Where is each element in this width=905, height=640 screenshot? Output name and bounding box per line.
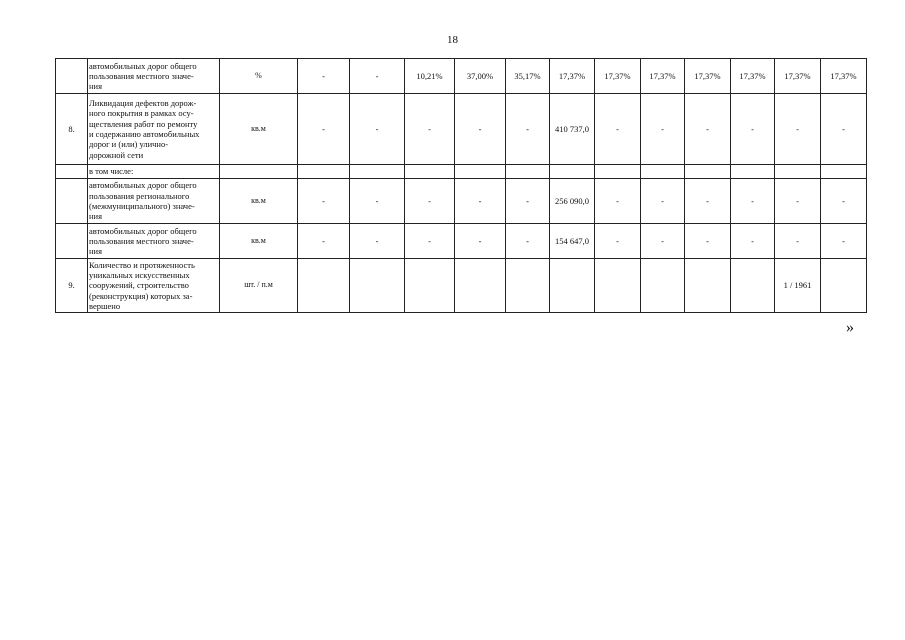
row-number-cell	[56, 224, 88, 259]
table-row	[56, 224, 867, 259]
value-cell: -	[641, 94, 685, 165]
value-cell: -	[821, 179, 867, 224]
value-cell	[298, 259, 350, 313]
value-cell: -	[641, 224, 685, 259]
value-cell	[506, 259, 550, 313]
value-cell	[641, 259, 685, 313]
value-cell	[405, 165, 455, 179]
unit-cell: кв.м	[220, 224, 298, 259]
description-line: пользования местного значе-	[89, 70, 194, 81]
value-cell: -	[350, 94, 405, 165]
value-cell: -	[298, 59, 350, 94]
value-cell: -	[298, 94, 350, 165]
closing-quote-mark: »	[846, 319, 854, 336]
indicator-description-cell	[88, 224, 220, 259]
description-line: автомобильных дорог общего	[89, 225, 197, 236]
description-line: дорожной сети	[89, 149, 144, 160]
value-cell: 256 090,0	[550, 179, 595, 224]
description-line: ного покрытия в рамках осу-	[89, 108, 194, 119]
value-cell: -	[595, 94, 641, 165]
value-cell: 37,00%	[455, 59, 506, 94]
indicators-table	[55, 58, 867, 313]
value-cell	[405, 259, 455, 313]
description-line: (межмуниципального) значе-	[89, 201, 195, 211]
value-cell	[641, 165, 685, 179]
description-line: дорог и (или) улично-	[89, 139, 169, 150]
value-cell: -	[506, 94, 550, 165]
value-cell: -	[405, 224, 455, 259]
value-cell: 17,37%	[731, 59, 775, 94]
value-cell	[685, 165, 731, 179]
value-cell: 410 737,0	[550, 94, 595, 165]
unit-cell: кв.м	[220, 94, 298, 165]
unit-cell: %	[220, 59, 298, 94]
value-cell	[550, 165, 595, 179]
table-row	[56, 179, 867, 224]
value-cell	[821, 259, 867, 313]
value-cell: -	[506, 179, 550, 224]
description-line: ществления работ по ремонту	[89, 118, 198, 129]
indicator-description-cell	[88, 165, 220, 179]
value-cell: -	[641, 179, 685, 224]
value-cell: -	[455, 179, 506, 224]
description-line: автомобильных дорог общего	[89, 180, 197, 191]
value-cell	[595, 165, 641, 179]
description-line: пользования местного значе-	[89, 235, 194, 246]
value-cell	[775, 165, 821, 179]
value-cell: -	[455, 224, 506, 259]
description-line: ния	[89, 211, 103, 222]
value-cell	[350, 165, 405, 179]
table-row	[56, 259, 867, 313]
page-number: 18	[447, 34, 458, 46]
value-cell	[731, 259, 775, 313]
value-cell	[506, 165, 550, 179]
value-cell	[685, 259, 731, 313]
value-cell: -	[405, 179, 455, 224]
value-cell	[455, 165, 506, 179]
row-number-cell	[56, 179, 88, 224]
value-cell	[731, 165, 775, 179]
description-line: (реконструкция) которых за-	[89, 290, 193, 301]
value-cell: -	[775, 94, 821, 165]
indicator-description-cell	[88, 94, 220, 165]
value-cell: -	[821, 94, 867, 165]
value-cell: 154 647,0	[550, 224, 595, 259]
description-line: Ликвидация дефектов дорож-	[89, 98, 197, 109]
value-cell: 17,37%	[685, 59, 731, 94]
value-cell: -	[731, 224, 775, 259]
unit-cell: кв.м	[220, 179, 298, 224]
value-cell: -	[685, 179, 731, 224]
description-line: пользования регионального	[89, 190, 190, 201]
row-number-cell	[56, 59, 88, 94]
unit-cell	[220, 165, 298, 179]
value-cell: -	[405, 94, 455, 165]
value-cell: -	[506, 224, 550, 259]
value-cell: -	[350, 59, 405, 94]
unit-cell: шт. / п.м	[220, 259, 298, 313]
value-cell: -	[595, 179, 641, 224]
table-row	[56, 165, 867, 179]
value-cell: -	[731, 179, 775, 224]
description-line: в том числе:	[89, 166, 134, 177]
value-cell: -	[350, 179, 405, 224]
value-cell	[550, 259, 595, 313]
value-cell: 17,37%	[775, 59, 821, 94]
value-cell	[455, 259, 506, 313]
table-row	[56, 94, 867, 165]
row-number-cell	[56, 165, 88, 179]
value-cell: 17,37%	[550, 59, 595, 94]
value-cell	[821, 165, 867, 179]
value-cell	[595, 259, 641, 313]
value-cell: -	[298, 179, 350, 224]
value-cell: 17,37%	[641, 59, 685, 94]
value-cell	[350, 259, 405, 313]
value-cell: -	[595, 224, 641, 259]
description-line: вершено	[89, 300, 121, 311]
value-cell: -	[685, 224, 731, 259]
row-number-cell: 9.	[56, 259, 88, 313]
value-cell: -	[685, 94, 731, 165]
description-line: уникальных искусственных	[89, 270, 190, 281]
value-cell: -	[731, 94, 775, 165]
table-row	[56, 59, 867, 94]
description-line: сооружений, строительство	[89, 280, 189, 291]
description-line: автомобильных дорог общего	[89, 60, 197, 71]
value-cell: -	[455, 94, 506, 165]
value-cell: 35,17%	[506, 59, 550, 94]
indicator-description-cell	[88, 179, 220, 224]
description-line: Количество и протяженность	[89, 259, 195, 270]
value-cell: -	[298, 224, 350, 259]
description-line: и содержанию автомобильных	[89, 129, 200, 139]
value-cell: -	[821, 224, 867, 259]
indicator-description-cell	[88, 59, 220, 94]
value-cell: -	[350, 224, 405, 259]
value-cell: 17,37%	[595, 59, 641, 94]
row-number-cell: 8.	[56, 94, 88, 165]
value-cell: 10,21%	[405, 59, 455, 94]
value-cell: 17,37%	[821, 59, 867, 94]
value-cell: 1 / 1961	[775, 259, 821, 313]
value-cell: -	[775, 224, 821, 259]
value-cell: -	[775, 179, 821, 224]
description-line: ния	[89, 246, 103, 257]
value-cell	[298, 165, 350, 179]
description-line: ния	[89, 81, 103, 92]
indicator-description-cell	[88, 259, 220, 313]
